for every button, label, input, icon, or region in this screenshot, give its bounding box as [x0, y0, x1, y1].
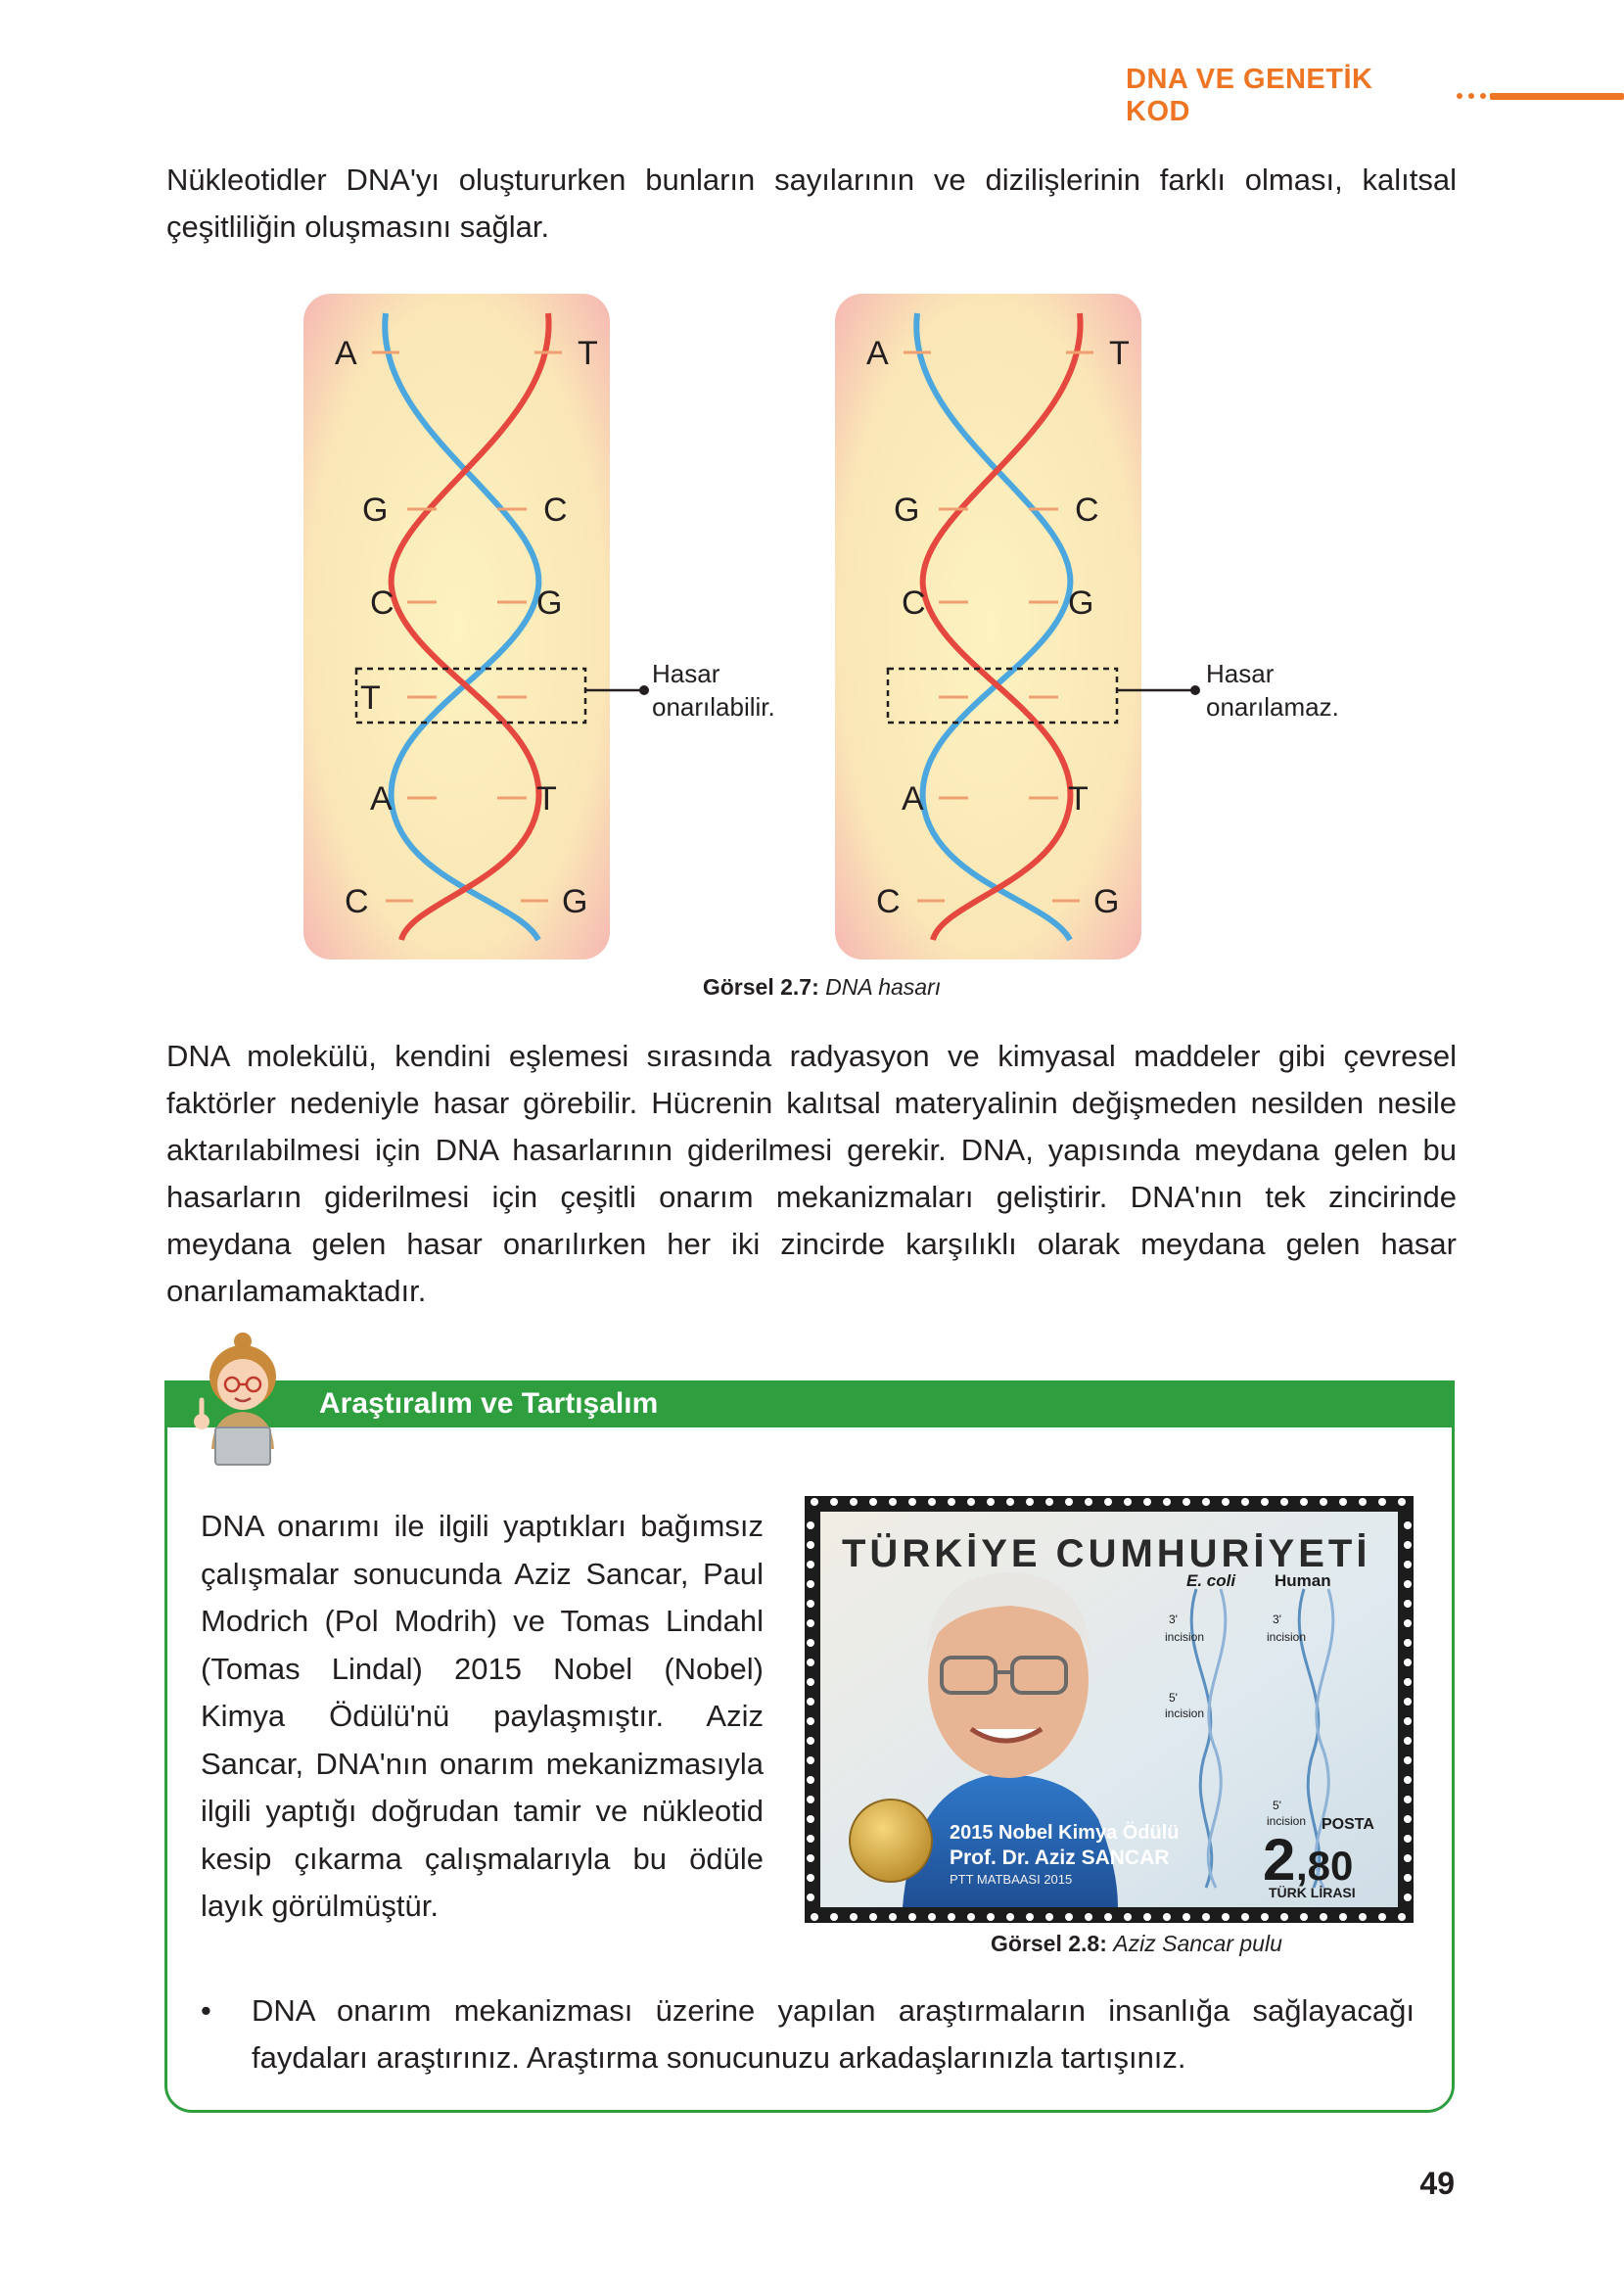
annotation-right-line1: Hasar [1206, 659, 1275, 688]
base-right: C [543, 491, 568, 529]
dna-panel-right [835, 294, 1141, 959]
main-paragraph: DNA molekülü, kendini eşlemesi sırasında radyasyon ve kimyasal maddeler gibi çevresel faktörler nedeniyle hasar görebilir. Hücrenin kalıtsal materyalinin değişmeden nesilden nesile aktarılabilmesi için DNA hasarlarının giderilmesi gerekir. DNA, yapısında meydana gelen bu hasarların giderilmesi için çeşitli onarım mekanizmaları geliştirir. DNA'nın tek zincirinde meydana gelen hasar onarılırken her iki zincirde karşılıklı olarak meydana gelen hasar onarılamamaktadır. [166, 1039, 1457, 1308]
intro-paragraph: Nükleotidler DNA'yı oluştururken bunların sayılarının ve dizilişlerinin farklı olması, kalıtsal çeşitliliğin oluşmasını sağlar. [166, 163, 1457, 244]
base-right: T [578, 335, 598, 372]
base-right: G [536, 584, 563, 622]
panel-background [835, 294, 1141, 959]
activity-box-title: Araştıralım ve Tartışalım [319, 1387, 659, 1420]
stamp-posta: POSTA [1322, 1816, 1374, 1833]
base-left: G [894, 491, 920, 529]
stamp-price-main: 2 [1263, 1827, 1296, 1893]
svg-text:incision: incision [1165, 1707, 1205, 1720]
stamp-currency: TÜRK LİRASI [1269, 1885, 1356, 1900]
bullet-marker: • [201, 1993, 211, 2028]
base-left: T [360, 679, 381, 717]
aziz-sancar-stamp [805, 1496, 1414, 1923]
stamp-person: Prof. Dr. Aziz SANCAR [950, 1847, 1170, 1869]
base-right: G [562, 883, 588, 920]
dna-damage-figure [294, 289, 1370, 974]
base-left: G [362, 491, 389, 529]
svg-text:incision: incision [1267, 1630, 1307, 1644]
caption-text: Aziz Sancar pulu [1113, 1931, 1282, 1956]
caption-text: DNA hasarı [825, 974, 942, 1000]
activity-paragraph: DNA onarımı ile ilgili yaptıkları bağımsız çalışmalar sonucunda Aziz Sancar, Paul Modrich (Pol Modrih) ve Tomas Lindahl (Tomas Lindal) 2015 Nobel (Nobel) Kimya Ödülü'nü paylaşmıştır. Aziz Sancar, DNA'nın onarım mekanizmasıyla ilgili yaptığı doğrudan tamir ve nükleotid kesip çıkarma çalışmalarıyla bu ödüle layık görülmüştür. [201, 1509, 764, 1923]
page-number: 49 [1419, 2166, 1455, 2201]
header-dots [1457, 93, 1486, 99]
base-right: T [536, 780, 557, 818]
stamp-human: Human [1275, 1571, 1331, 1590]
annotation-left-line2: onarılabilir. [652, 692, 775, 722]
dna-panel-left [303, 294, 610, 959]
base-right: T [1068, 780, 1089, 818]
base-left: A [902, 780, 924, 818]
panel-background [303, 294, 610, 959]
svg-text:3': 3' [1169, 1613, 1178, 1626]
svg-text:incision: incision [1165, 1630, 1205, 1644]
base-left: C [876, 883, 901, 920]
svg-text:5': 5' [1169, 1691, 1178, 1705]
base-left: A [370, 780, 393, 818]
stamp-award: 2015 Nobel Kimya Ödülü [950, 1822, 1180, 1844]
chapter-title: DNA VE GENETİK KOD [1126, 64, 1373, 127]
stamp-country: TÜRKİYE CUMHURİYETİ [842, 1532, 1371, 1575]
base-right: G [1093, 883, 1120, 920]
base-right: G [1068, 584, 1094, 622]
stamp-ecoli: E. coli [1186, 1571, 1236, 1590]
activity-bullet [201, 1987, 1415, 2081]
bullet-text: DNA onarım mekanizması üzerine yapılan araştırmaların insanlığa sağlayacağı faydaları araştırınız. Araştırma sonucunuzu arkadaşlarınızla tartışınız. [252, 1993, 1415, 2075]
svg-text:3': 3' [1273, 1613, 1281, 1626]
base-left: C [902, 584, 926, 622]
nobel-medal-icon [850, 1800, 932, 1882]
annotation-right-line2: onarılamaz. [1206, 692, 1339, 722]
teacher-avatar-icon [186, 1332, 294, 1469]
caption-label: Görsel 2.8: [991, 1931, 1107, 1956]
caption-label: Görsel 2.7: [702, 974, 819, 1000]
stamp-price-fraction: ,80 [1296, 1843, 1354, 1889]
stamp-printer: PTT MATBAASI 2015 [950, 1872, 1073, 1887]
base-right: T [1109, 335, 1130, 372]
header-rule [1490, 93, 1624, 100]
figure-28-caption [991, 1931, 1282, 1957]
svg-text:incision: incision [1267, 1814, 1307, 1828]
base-left: C [370, 584, 394, 622]
base-left: C [345, 883, 369, 920]
base-left: A [335, 335, 357, 372]
svg-text:5': 5' [1273, 1799, 1281, 1812]
running-header [1126, 64, 1624, 127]
base-left: A [866, 335, 889, 372]
annotation-left-line1: Hasar [652, 659, 720, 688]
base-right: C [1075, 491, 1099, 529]
figure-27-caption [0, 974, 1624, 1001]
